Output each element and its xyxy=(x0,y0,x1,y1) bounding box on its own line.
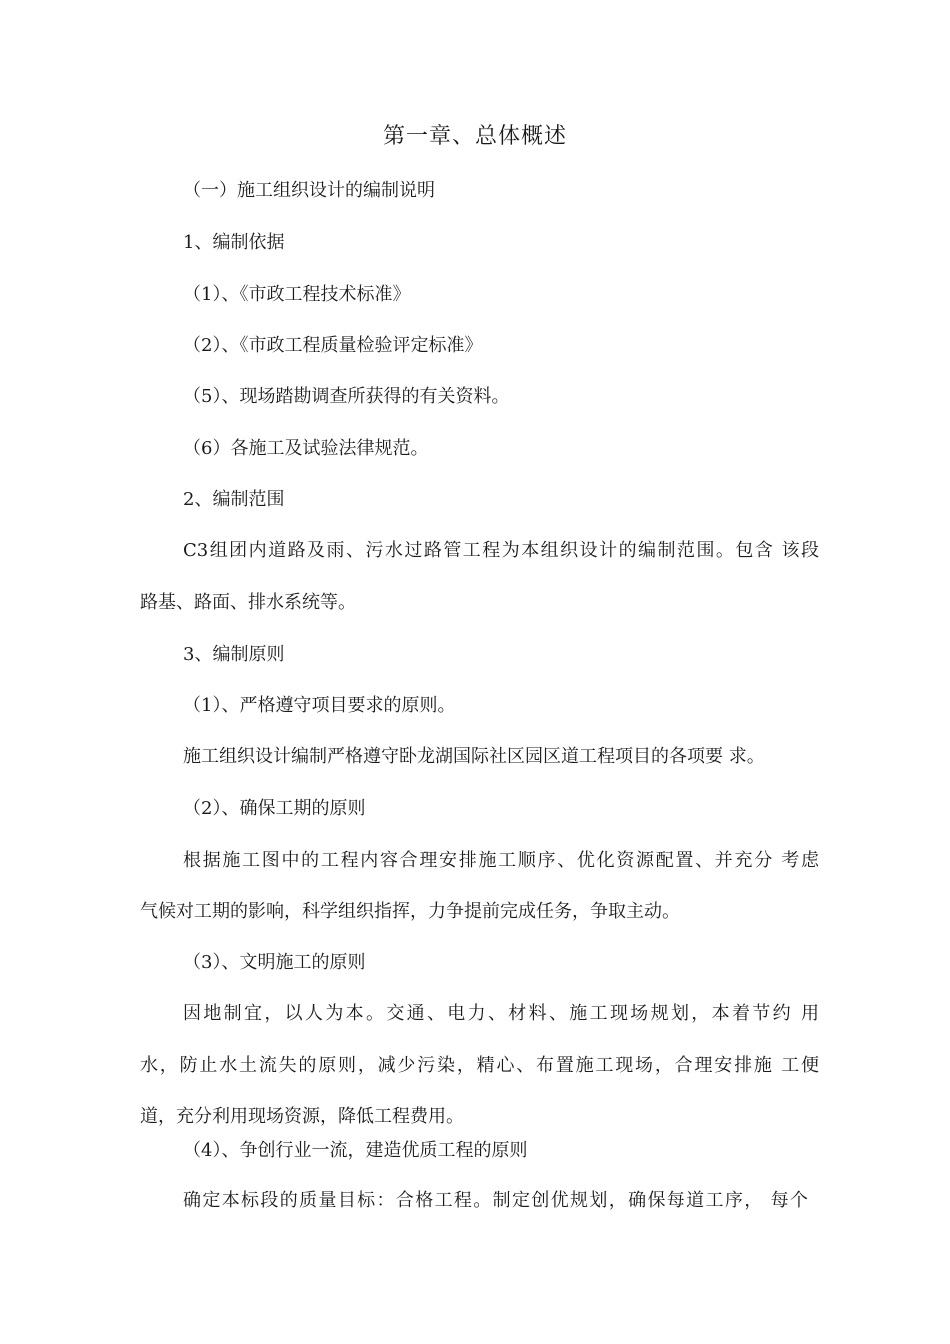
principle-3-line-2: 水，防止水土流失的原则，减少污染，精心、布置施工现场，合理安排施 工便 xyxy=(140,1055,819,1076)
basis-item-2: （2）、《市政工程质量检验评定标准》 xyxy=(183,335,483,356)
basis-item-1: （1）、《市政工程技术标准》 xyxy=(183,284,411,305)
principle-3-line-1: 因地制宜，以人为本。交通、电力、材料、施工现场规划，本着节约 用 xyxy=(183,1003,819,1024)
principle-4-title: （4）、争创行业一流，建造优质工程的原则 xyxy=(183,1140,528,1161)
principle-1-title: （1）、严格遵守项目要求的原则。 xyxy=(183,695,456,716)
basis-heading: 1、编制依据 xyxy=(183,232,285,253)
principle-4-line-1: 确定本标段的质量目标：合格工程。制定创优规划，确保每道工序， 每个 xyxy=(183,1190,808,1211)
scope-paragraph-line-2: 路基、路面、排水系统等。 xyxy=(140,592,356,613)
basis-item-5: （5）、现场踏勘调查所获得的有关资料。 xyxy=(183,386,510,407)
principle-3-line-3: 道，充分利用现场资源，降低工程费用。 xyxy=(140,1106,464,1127)
principle-2-line-2: 气候对工期的影响，科学组织指挥，力争提前完成任务，争取主动。 xyxy=(140,901,680,922)
basis-item-6: （6）各施工及试验法律规范。 xyxy=(183,438,429,459)
principle-2-line-1: 根据施工图中的工程内容合理安排施工顺序、优化资源配置、并充分 考虑 xyxy=(183,850,819,871)
chapter-title: 第一章、总体概述 xyxy=(382,124,567,149)
scope-heading: 2、编制范围 xyxy=(183,489,285,510)
principle-heading: 3、编制原则 xyxy=(183,644,285,665)
scope-paragraph-line-1: C3组团内道路及雨、污水过路管工程为本组织设计的编制范围。包含 该段 xyxy=(183,540,819,561)
principle-2-title: （2）、确保工期的原则 xyxy=(183,798,366,819)
principle-1-text: 施工组织设计编制严格遵守卧龙湖国际社区园区道工程项目的各项要 求。 xyxy=(183,746,765,767)
principle-3-title: （3）、文明施工的原则 xyxy=(183,952,366,973)
section-heading: （一）施工组织设计的编制说明 xyxy=(183,180,435,201)
